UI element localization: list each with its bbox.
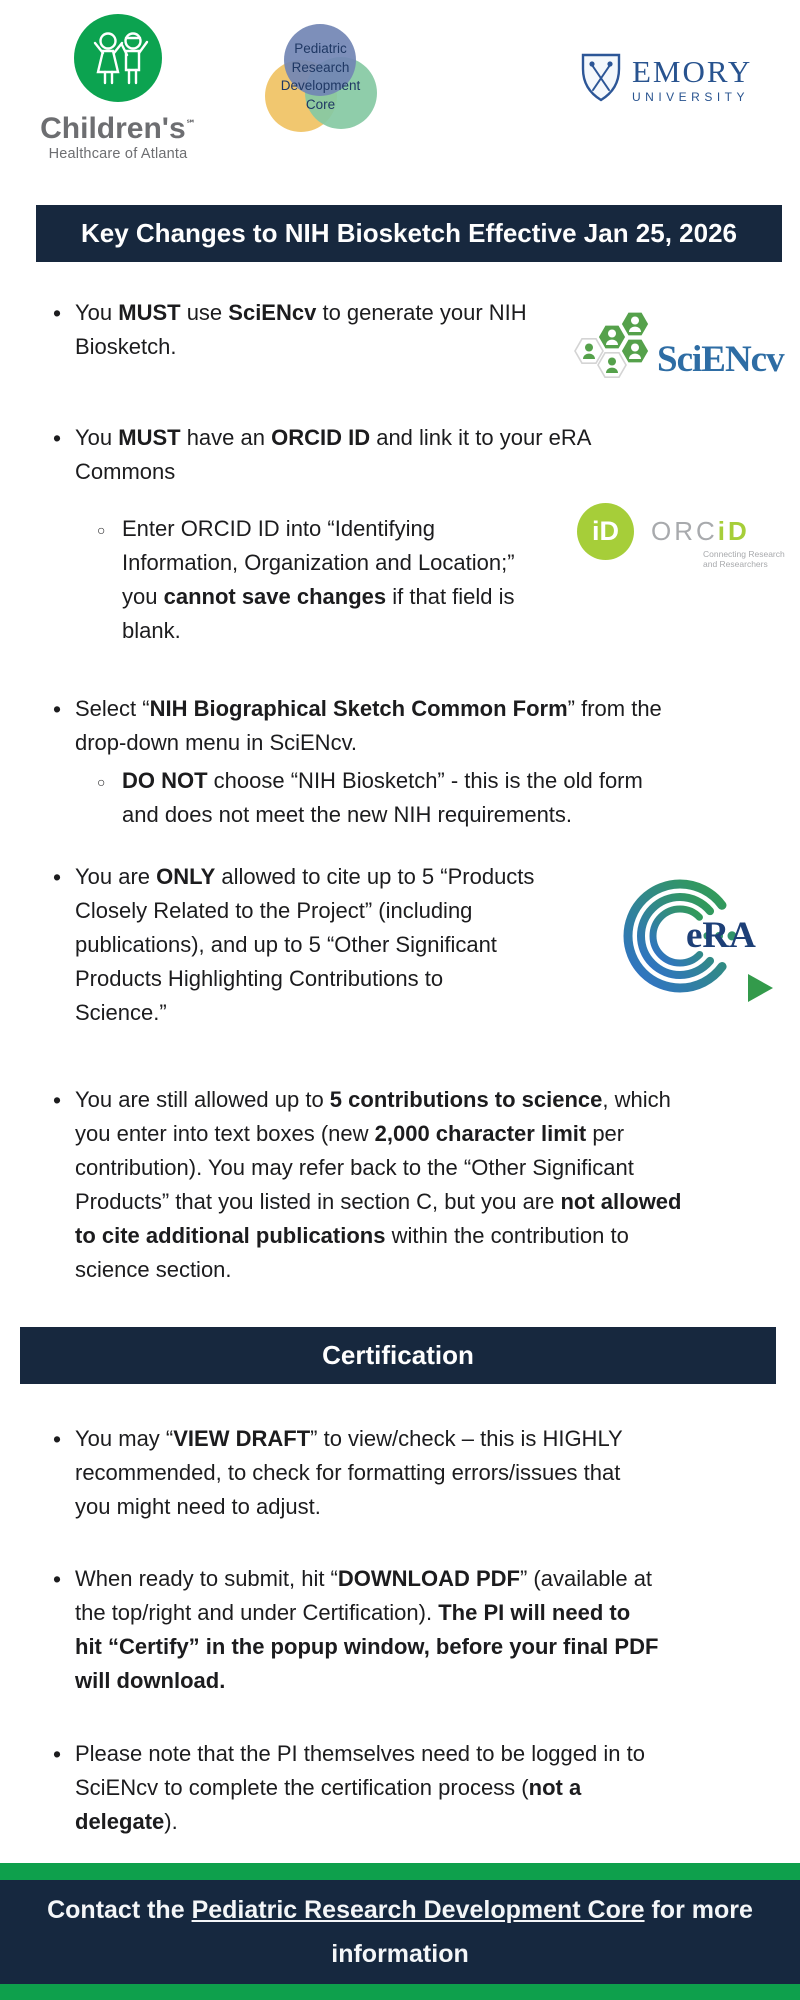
text-line: You may “VIEW DRAFT” to view/check – this is HIGHLY bbox=[75, 1426, 623, 1451]
text-line: to cite additional publications within the contribution to bbox=[75, 1223, 629, 1248]
title-banner-text: Key Changes to NIH Biosketch Effective Jan 25, 2026 bbox=[80, 218, 738, 248]
text-line: Commons bbox=[75, 459, 176, 484]
disc-bullet-marker: • bbox=[53, 1087, 62, 1113]
footer-green-strip-top bbox=[0, 1863, 800, 1880]
bullet-item bbox=[53, 1562, 659, 1698]
era-wordmark: eRA bbox=[686, 915, 756, 956]
text-line: When ready to submit, hit “DOWNLOAD PDF” (available at bbox=[75, 1566, 653, 1591]
text-line: and does not meet the new NIH requirements. bbox=[122, 802, 573, 827]
circle-bullet-marker: ○ bbox=[97, 522, 106, 538]
scienv-logo bbox=[573, 306, 783, 402]
text-line: Select “NIH Biographical Sketch Common Form” from the bbox=[75, 696, 662, 721]
text-line: drop-down menu in SciENcv. bbox=[75, 730, 358, 755]
disc-bullet-marker: • bbox=[53, 1566, 62, 1592]
orcid-tagline: Connecting Research and Researchers bbox=[703, 549, 785, 569]
disc-bullet-marker: • bbox=[53, 300, 62, 326]
service-mark: ℠ bbox=[185, 119, 196, 130]
disc-bullet-marker: • bbox=[53, 425, 62, 451]
footer-green-strip-bottom bbox=[0, 1984, 800, 2000]
orcid-id-badge-icon: iD bbox=[577, 503, 634, 560]
text-line: DO NOT choose “NIH Biosketch” - this is the old form bbox=[122, 768, 643, 793]
circle-bullet-marker: ○ bbox=[97, 774, 106, 790]
footer-text-pre: Contact the bbox=[47, 1896, 192, 1924]
bullet-item bbox=[53, 421, 592, 489]
scienv-hexagons-icon bbox=[573, 306, 663, 402]
disc-bullet-marker: • bbox=[53, 1426, 62, 1452]
text-line: Information, Organization and Location;” bbox=[122, 550, 515, 575]
text-line: You MUST have an ORCID ID and link it to your eRA bbox=[75, 425, 592, 450]
text-line: SciENcv to complete the certification process (not a bbox=[75, 1775, 582, 1800]
emory-wordmark: EMORY UNIVERSITY bbox=[632, 54, 753, 104]
orcid-logo bbox=[577, 503, 793, 575]
text-line: You are still allowed up to 5 contributions to science, which bbox=[75, 1087, 671, 1112]
bullet-item bbox=[53, 296, 527, 364]
text-line: hit “Certify” in the popup window, before your final PDF bbox=[75, 1634, 659, 1659]
text-line: Science.” bbox=[75, 1000, 167, 1025]
footer-prdc-link[interactable]: Pediatric Research Development Core bbox=[191, 1896, 645, 1924]
text-line: you might need to adjust. bbox=[75, 1494, 321, 1519]
text-line: You MUST use SciENcv to generate your NIH bbox=[75, 300, 527, 325]
text-line: recommended, to check for formatting errors/issues that bbox=[75, 1460, 621, 1485]
text-line: science section. bbox=[75, 1257, 232, 1282]
orcid-wordmark: ORCiD bbox=[651, 516, 750, 546]
certification-banner-text: Certification bbox=[322, 1340, 474, 1370]
text-line: publications), and up to 5 “Other Significant bbox=[75, 932, 497, 957]
text-line: blank. bbox=[122, 618, 181, 643]
prdc-wordmark: Pediatric Research Development Core bbox=[280, 41, 361, 112]
text-line: will download. bbox=[75, 1668, 226, 1693]
text-line: contribution). You may refer back to the “Other Significant bbox=[75, 1155, 634, 1180]
bullet-item bbox=[53, 1737, 645, 1839]
disc-bullet-marker: • bbox=[53, 1741, 62, 1767]
text-line: the top/right and under Certification). The PI will need to bbox=[75, 1600, 631, 1625]
disc-bullet-marker: • bbox=[53, 696, 62, 722]
text-line: Please note that the PI themselves need to be logged in to bbox=[75, 1741, 645, 1766]
disc-bullet-marker: • bbox=[53, 864, 62, 890]
choa-tagline: Healthcare of Atlanta bbox=[48, 146, 188, 162]
bullet-item bbox=[53, 1083, 682, 1287]
text-line: Products Highlighting Contributions to bbox=[75, 966, 444, 991]
text-line: you enter into text boxes (new 2,000 character limit per bbox=[75, 1121, 625, 1146]
choa-wordmark: Children's℠ bbox=[40, 112, 196, 145]
sub-bullet-item bbox=[97, 764, 643, 832]
bullet-item bbox=[53, 692, 662, 760]
text-line: Biosketch. bbox=[75, 334, 177, 359]
bullet-item bbox=[53, 860, 535, 1030]
bullet-item bbox=[53, 1422, 623, 1524]
text-line: Closely Related to the Project” (including bbox=[75, 898, 473, 923]
text-line: delegate). bbox=[75, 1809, 178, 1834]
era-logo bbox=[610, 868, 778, 1020]
scienv-wordmark: SciENcv bbox=[657, 339, 784, 380]
text-line: Products” that you listed in section C, but you are not allowed bbox=[75, 1189, 682, 1214]
footer-text-post: for more information bbox=[331, 1896, 753, 1968]
text-line: you cannot save changes if that field is bbox=[122, 584, 515, 609]
sub-bullet-item bbox=[97, 512, 515, 648]
footer-contact-band bbox=[0, 1880, 800, 1984]
text-line: Enter ORCID ID into “Identifying bbox=[122, 516, 436, 541]
text-line: You are ONLY allowed to cite up to 5 “Products bbox=[75, 864, 535, 889]
